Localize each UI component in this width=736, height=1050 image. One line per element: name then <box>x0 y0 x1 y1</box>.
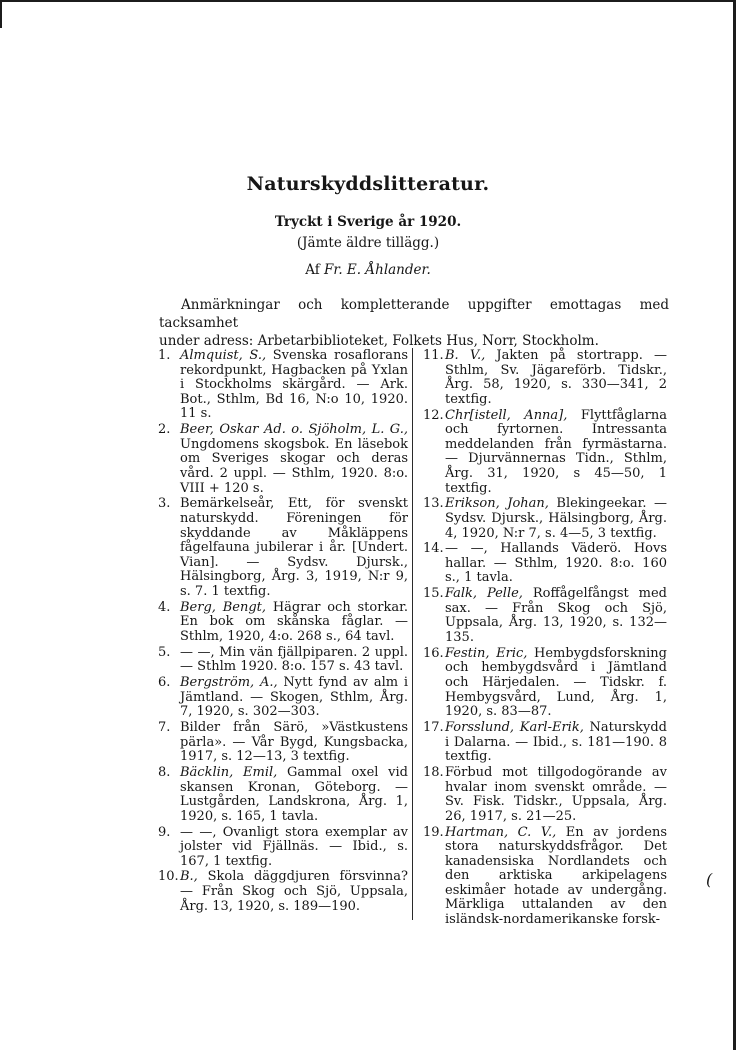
entry-number: 17. <box>423 719 444 735</box>
entry-body <box>445 349 667 407</box>
entry-number: 14. <box>423 541 444 557</box>
entry-number: 12. <box>423 407 444 423</box>
page-border-left-fragment <box>0 0 2 28</box>
entry-number: 19. <box>423 824 444 840</box>
entry-text: Blekingeekar. — Sydsv. Djursk., Hälsingborg, Årg. 4, 1920, N:r 7, s. 4—5, 3 textfig. <box>445 496 667 541</box>
entry-body <box>445 587 667 645</box>
editor-note-line-1: Anmärkningar och kompletterande uppgifter emottagas med tacksamhet <box>159 297 669 331</box>
entry-author: Erikson, Johan, <box>445 496 549 512</box>
entry-text: Förbud mot tillgodogörande av hvalar inom svenskt område. — Sv. Fisk. Tidskr., Uppsala, Årg. 26, 1917, s. 21—25. <box>445 764 667 824</box>
entry-number: 1. <box>158 348 171 363</box>
entry-body <box>180 423 408 496</box>
entry-body <box>180 826 408 870</box>
editor-note-line-2: under adress: Arbetarbiblioteket, Folkets Hus, Norr, Stockholm. <box>159 333 599 349</box>
entry-author: B., <box>180 869 198 885</box>
entry-text: — —, Ovanligt stora exemplar av jolster vid Fjällnäs. — Ibid., s. 167, 1 textfig. <box>180 824 408 869</box>
entry-body <box>445 497 667 541</box>
bibliography-entry <box>423 766 667 824</box>
entry-body <box>445 766 667 824</box>
entry-author: Hartman, C. V., <box>445 824 557 840</box>
bibliography-entry <box>423 587 667 645</box>
entry-author: Almquist, S., <box>180 348 267 363</box>
margin-mark: ( <box>706 870 713 889</box>
entry-text: Hägrar och storkar. En bok om skånska fåglar. — Sthlm, 1920, 4:o. 268 s., 64 tavl. <box>180 599 408 644</box>
byline <box>0 262 736 278</box>
entry-number: 18. <box>423 764 444 780</box>
entry-author: Bäcklin, Emil, <box>180 764 278 780</box>
byline-prefix: Af <box>305 262 325 278</box>
bibliography-entry <box>423 409 667 497</box>
entry-author: B. V., <box>445 348 486 363</box>
entry-author: Beer, Oskar Ad. o. Sjöholm, L. G., <box>180 422 408 438</box>
entry-body <box>180 676 408 720</box>
entry-number: 10. <box>158 869 179 885</box>
byline-author: Fr. E. Åhlander. <box>324 262 431 278</box>
bibliography-column-left <box>158 349 408 915</box>
bibliography-column-right <box>423 349 667 929</box>
entry-number: 5. <box>158 644 171 660</box>
page-title: Naturskyddslitteratur. <box>246 173 490 195</box>
bibliography-entry <box>158 766 408 824</box>
bibliography-entry <box>158 870 408 914</box>
entry-body <box>180 349 408 422</box>
entry-text: Nytt fynd av alm i Jämtland. — Skogen, Sthlm, Årg. 7, 1920, s. 302—303. <box>180 675 408 720</box>
bibliography-entry <box>158 497 408 599</box>
entry-text: Roffågelfångst med sax. — Från Skog och Sjö, Uppsala, Årg. 13, 1920, s. 132—135. <box>445 586 667 646</box>
entry-body <box>180 870 408 914</box>
bibliography-entry <box>423 349 667 407</box>
page-subtitle: Tryckt i Sverige år 1920. <box>274 214 462 230</box>
entry-number: 3. <box>158 496 171 512</box>
entry-author: Forsslund, Karl-Erik, <box>445 719 584 735</box>
page-subtitle-addendum: (Jämte äldre tillägg.) <box>296 235 440 251</box>
entry-body <box>445 826 667 928</box>
entry-text: Bemärkelseår, Ett, för svenskt naturskydd. Föreningen för skyddande av Måkläppens fågelfauna jubilerar i år. [Undert. Vian]. — Sydsv. Djursk., Hälsingborg, Årg. 3, 1919, N:r 9, s. 7. 1 textfig. <box>180 496 408 599</box>
entry-text: — —, Min vän fjällpiparen. 2 uppl. — Sthlm 1920. 8:o. 157 s. 43 tavl. <box>180 644 408 675</box>
entry-text: Skola däggdjuren försvinna? — Från Skog och Sjö, Uppsala, Årg. 13, 1920, s. 189—190. <box>180 869 408 914</box>
entry-body <box>445 721 667 765</box>
entry-text: Bilder från Särö, »Västkustens pärla». — Vår Bygd, Kungsbacka, 1917, s. 12—13, 3 textfig. <box>180 719 408 765</box>
entry-number: 7. <box>158 719 171 735</box>
entry-author: Falk, Pelle, <box>445 586 523 602</box>
editor-note <box>159 296 669 350</box>
entry-author: Chr[istell, Anna], <box>445 407 568 423</box>
entry-text: Jakten på stortrapp. — Sthlm, Sv. Jägareförb. Tidskr., Årg. 58, 1920, s. 330—341, 2 textfig. <box>445 348 667 407</box>
entry-text: Naturskydd i Dalarna. — Ibid., s. 181—190. 8 textfig. <box>445 719 668 765</box>
entry-text: Gammal oxel vid skansen Kronan, Göteborg. — Lustgården, Landskrona, Årg. 1, 1920, s. 165, 1 tavla. <box>180 764 408 824</box>
entry-number: 11. <box>423 348 444 363</box>
bibliography-entry <box>158 423 408 496</box>
bibliography-entry <box>423 826 667 928</box>
entry-body <box>180 497 408 599</box>
entry-number: 8. <box>158 764 171 780</box>
entry-number: 15. <box>423 586 444 602</box>
entry-body <box>180 646 408 675</box>
bibliography-entry <box>158 601 408 645</box>
entry-author: Festin, Eric, <box>445 645 528 661</box>
bibliography-entry <box>158 676 408 720</box>
entry-text: Ungdomens skogsbok. En läsebok om Sveriges skogar och deras vård. 2 uppl. — Sthlm, 1920. 8:o. VIII + 120 s. <box>180 436 408 496</box>
bibliography-entry <box>158 826 408 870</box>
entry-text: Svenska rosaflorans rekordpunkt, Hagbacken på Yxlan i Stockholms skärgård. — Ark. Bot., Sthlm, Bd 16, N:o 10, 1920. 11 s. <box>180 348 408 422</box>
entry-text: En av jordens stora naturskyddsfrågor. Det kanadensiska Nordlandets och den arktiska arkipelagens eskimåer hotade av undergång. Märkliga uttalanden av den isländsk-nordamerikanske forsk- <box>445 824 667 928</box>
bibliography-entry <box>423 647 667 720</box>
entry-author: Berg, Bengt, <box>180 599 267 615</box>
bibliography-entry <box>158 349 408 422</box>
entry-body <box>445 542 667 586</box>
bibliography-entry <box>158 646 408 675</box>
column-divider <box>412 348 413 920</box>
entry-number: 4. <box>158 599 171 615</box>
bibliography-entry <box>423 721 667 765</box>
entry-author: Bergström, A., <box>180 675 278 690</box>
entry-number: 13. <box>423 496 444 512</box>
entry-body <box>180 721 408 765</box>
bibliography-entry <box>423 497 667 541</box>
entry-number: 2. <box>158 422 171 438</box>
entry-number: 6. <box>158 675 171 690</box>
entry-number: 9. <box>158 824 171 840</box>
entry-text: Flyttfåglarna och fyrtornen. Intressanta meddelanden från fyrmästarna. — Djurvännernas Tidn., Sthlm, Årg. 31, 1920, s 45—50, 1 textfig. <box>445 407 667 496</box>
entry-text: Hembygdsforskning och hembygdsvård i Jämtland och Härjedalen. — Tidskr. f. Hembygsvård, Lund, Årg. 1, 1920, s. 83—87. <box>445 645 667 720</box>
page-border-top <box>0 0 736 2</box>
entry-body <box>180 766 408 824</box>
entry-number: 16. <box>423 645 444 661</box>
bibliography-entry <box>423 542 667 586</box>
entry-body <box>445 409 667 497</box>
entry-text: — —, Hallands Väderö. Hovs hallar. — Sthlm, 1920. 8:o. 160 s., 1 tavla. <box>445 541 667 586</box>
entry-body <box>180 601 408 645</box>
bibliography-entry <box>158 721 408 765</box>
entry-body <box>445 647 667 720</box>
